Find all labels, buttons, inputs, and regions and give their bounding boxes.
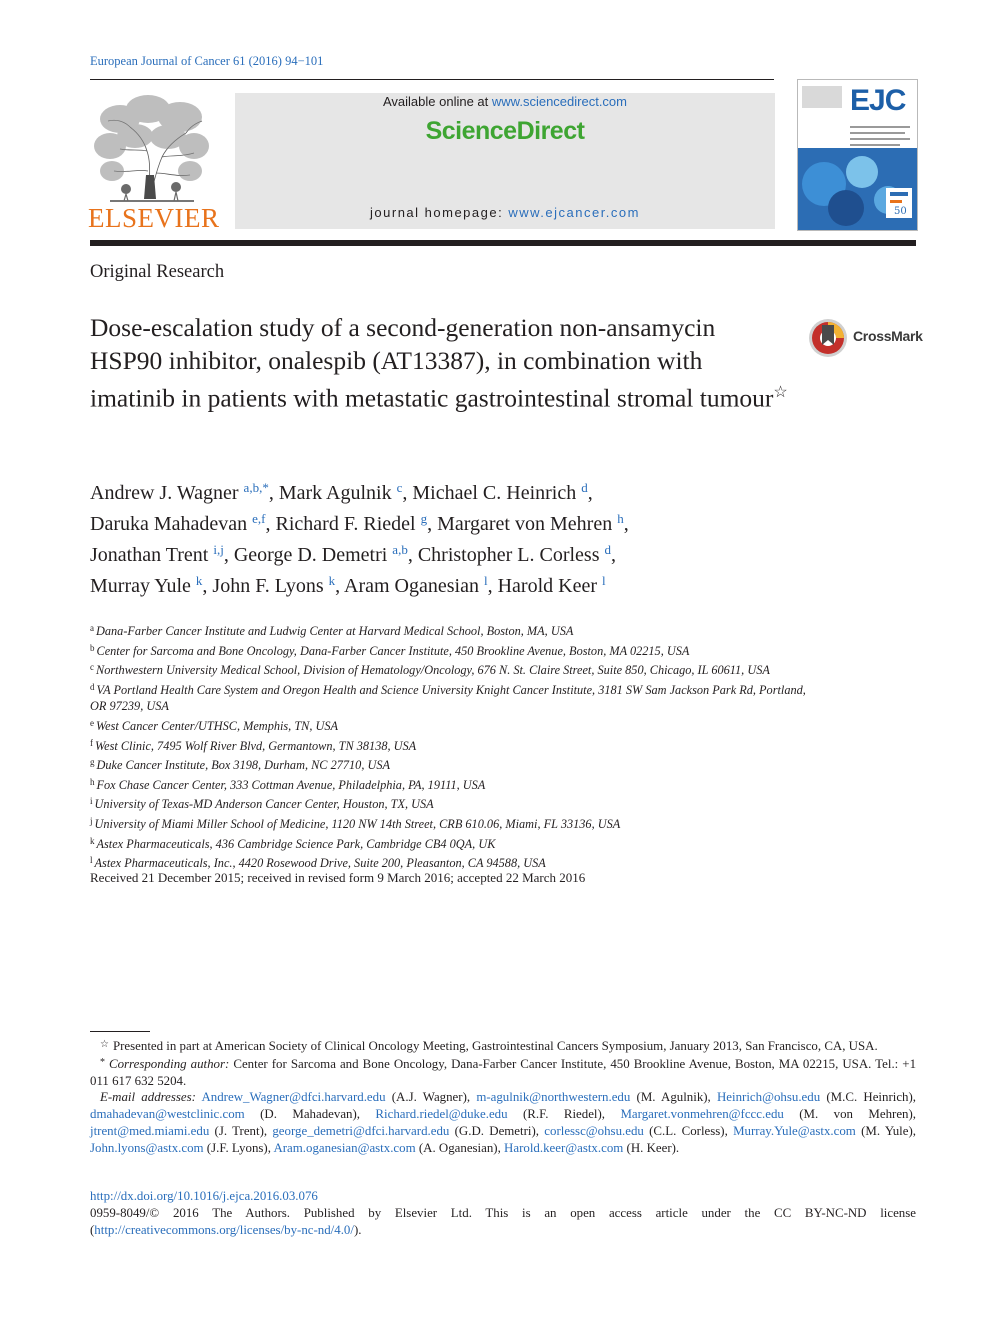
author-name: Michael C. Heinrich xyxy=(412,482,577,504)
author-name: Harold Keer xyxy=(497,575,597,597)
author-affiliation-sup[interactable]: a,b,* xyxy=(243,480,269,495)
affiliation-label: a xyxy=(90,623,94,633)
email-owner: (J. Trent), xyxy=(209,1123,273,1138)
presentation-footnote: ☆ Presented in part at American Society of Clinical Oncology Meeting, Gastrointestinal Cancers Symposium, January 2013, San Francisco, CA, USA. xyxy=(100,1039,878,1053)
author-affiliation-sup[interactable]: h xyxy=(617,511,624,526)
affiliation-item xyxy=(90,659,810,679)
footnote-rule xyxy=(90,1031,150,1032)
elsevier-wordmark: ELSEVIER xyxy=(88,203,220,233)
email-link[interactable]: george_demetri@dfci.harvard.edu xyxy=(272,1123,450,1138)
email-owner: (A. Oganesian), xyxy=(415,1140,505,1155)
doi-link[interactable]: http://dx.doi.org/10.1016/j.ejca.2016.03.076 xyxy=(90,1189,318,1203)
author-separator: , xyxy=(335,575,345,597)
affiliation-text: Fox Chase Cancer Center, 333 Cottman Avenue, Philadelphia, PA, 19111, USA xyxy=(96,777,486,792)
affiliation-text: West Cancer Center/UTHSC, Memphis, TN, USA xyxy=(96,718,339,733)
affiliation-label: c xyxy=(90,662,94,673)
email-link[interactable]: Murray.Yule@astx.com xyxy=(733,1123,856,1138)
affiliation-text: Center for Sarcoma and Bone Oncology, Dana-Farber Cancer Institute, 450 Brookline Avenue, Boston, MA 02215, USA xyxy=(96,643,690,658)
affiliation-item xyxy=(90,640,810,660)
license-link[interactable]: http://creativecommons.org/licenses/by-nc-nd/4.0/ xyxy=(94,1222,354,1237)
article-type: Original Research xyxy=(90,262,225,282)
author-name: Margaret von Mehren xyxy=(437,513,613,535)
author-affiliation-sup[interactable]: c xyxy=(396,480,403,495)
author-name: Andrew J. Wagner xyxy=(90,482,239,504)
affiliation-item xyxy=(90,715,810,735)
email-link[interactable]: Aram.oganesian@astx.com xyxy=(273,1140,416,1155)
email-link[interactable]: Heinrich@ohsu.edu xyxy=(717,1090,821,1105)
cover-title: EJC xyxy=(850,84,906,117)
author-name: Jonathan Trent xyxy=(90,544,209,566)
corresponding-author-footnote: * Corresponding author: Center for Sarcoma and Bone Oncology, Dana-Farber Cancer Institute, 450 Brookline Avenue, Boston, MA 02215, USA. Tel.: +1 011 617 632 5204. xyxy=(90,1056,917,1088)
author-affiliation-sup[interactable]: i,j xyxy=(213,542,224,557)
email-owner: (M.C. Heinrich), xyxy=(820,1090,917,1105)
author-list xyxy=(90,475,910,599)
affiliation-label: b xyxy=(90,642,95,653)
author-separator: , xyxy=(623,513,629,535)
affiliation-label: e xyxy=(90,717,94,728)
author-name: Daruka Mahadevan xyxy=(90,513,248,535)
affiliation-text: VA Portland Health Care System and Oregon Health and Science University Knight Cancer Institute, 3181 SW Sam Jackson Park Rd, Portland, OR 97239, USA xyxy=(90,682,806,714)
affiliation-item xyxy=(90,774,810,794)
journal-homepage-link[interactable]: www.ejcancer.com xyxy=(508,205,640,220)
crossmark-label: CrossMark xyxy=(853,328,923,344)
author-separator: , xyxy=(427,513,438,535)
crossmark-badge[interactable] xyxy=(808,315,923,361)
email-link[interactable]: Richard.riedel@duke.edu xyxy=(375,1107,508,1122)
author-affiliation-sup[interactable]: k xyxy=(328,573,336,588)
author-affiliation-sup[interactable]: g xyxy=(420,511,428,526)
affiliation-item xyxy=(90,852,810,872)
affiliation-item xyxy=(90,813,810,833)
author-separator: , xyxy=(223,544,234,566)
title-footnote-mark[interactable]: ☆ xyxy=(773,384,788,402)
author-separator: , xyxy=(265,513,276,535)
email-link[interactable]: Margaret.vonmehren@fccc.edu xyxy=(620,1107,784,1122)
author-name: Richard F. Riedel xyxy=(275,513,416,535)
affiliation-label: j xyxy=(90,815,93,826)
email-link[interactable]: corlessc@ohsu.edu xyxy=(544,1123,644,1138)
affiliation-label: i xyxy=(90,796,93,807)
email-link[interactable]: m-agulnik@northwestern.edu xyxy=(476,1090,631,1105)
journal-cover-thumbnail xyxy=(797,79,918,231)
sciencedirect-banner xyxy=(235,93,775,229)
email-owner: (M. Yule), xyxy=(855,1123,916,1138)
author-name: Murray Yule xyxy=(90,575,191,597)
email-owner: (D. Mahadevan), xyxy=(244,1107,376,1122)
affiliation-label: k xyxy=(90,835,95,846)
available-online: Available online at www.sciencedirect.com xyxy=(382,94,627,109)
article-title: Dose-escalation study of a second-generation non-ansamycin HSP90 inhibitor, onalespib (AT13387), in combination with imatinib in patients with metastatic gastrointestinal stromal tumour☆ xyxy=(90,313,788,413)
affiliation-item xyxy=(90,735,810,755)
affiliation-text: Astex Pharmaceuticals, 436 Cambridge Science Park, Cambridge CB4 0QA, UK xyxy=(96,836,496,851)
email-owner: (H. Keer). xyxy=(623,1140,680,1155)
affiliation-item xyxy=(90,754,810,774)
affiliation-text: Dana-Farber Cancer Institute and Ludwig Center at Harvard Medical School, Boston, MA, USA xyxy=(96,624,574,638)
author-affiliation-sup[interactable]: k xyxy=(195,573,203,588)
author-name: Mark Agulnik xyxy=(278,482,392,504)
affiliation-text: University of Miami Miller School of Medicine, 1120 NW 14th Street, CRB 610.06, Miami, FL 33136, USA xyxy=(94,816,621,831)
author-separator: , xyxy=(587,482,593,504)
email-link[interactable]: dmahadevan@westclinic.com xyxy=(90,1107,245,1122)
affiliation-text: Northwestern University Medical School, Division of Hematology/Oncology, 676 N. St. Claire Street, Suite 850, Chicago, IL 60611, USA xyxy=(96,663,770,678)
doi-license-block xyxy=(90,1188,916,1238)
author-separator: , xyxy=(610,544,616,566)
author-separator: , xyxy=(268,482,279,504)
email-footnote: E-mail addresses: Andrew_Wagner@dfci.harvard.edu (A.J. Wagner), m-agulnik@northwestern.edu (M. Agulnik), Heinrich@ohsu.edu (M.C. Heinrich), dmahadevan@westclinic.com (D. Mahadevan), Richard.riedel@duke.edu (R.F. Riedel), Margaret.vonmehren@fccc.edu (M. von Mehren), jtrent@med.miami.edu (J. Trent), george_demetri@dfci.harvard.edu (G.D. Demetri), corlessc@ohsu.edu (C.L. Corless), Murray.Yule@astx.com (M. Yule), John.lyons@astx.com (J.F. Lyons), Aram.oganesian@astx.com (A. Oganesian), Harold.keer@astx.com (H. Keer). xyxy=(90,1090,917,1155)
affiliation-text: University of Texas-MD Anderson Cancer Center, Houston, TX, USA xyxy=(94,797,434,812)
header-rule-top xyxy=(90,79,774,80)
affiliation-item xyxy=(90,833,810,853)
sciencedirect-logo: ScienceDirect xyxy=(425,117,585,145)
email-owner: (J.F. Lyons), xyxy=(203,1140,274,1155)
footnotes xyxy=(90,1037,916,1157)
svg-text:50: 50 xyxy=(894,206,907,217)
affiliation-text: West Clinic, 7495 Wolf River Blvd, Germantown, TN 38138, USA xyxy=(95,738,417,753)
author-affiliation-sup[interactable]: d xyxy=(604,542,611,557)
affiliation-item xyxy=(90,793,810,813)
author-name: Christopher L. Corless xyxy=(417,544,600,566)
received-dates: Received 21 December 2015; received in revised form 9 March 2016; accepted 22 March 2016 xyxy=(90,870,586,885)
email-owner: (G.D. Demetri), xyxy=(449,1123,545,1138)
email-link[interactable]: jtrent@med.miami.edu xyxy=(90,1123,210,1138)
affiliation-item xyxy=(90,620,810,640)
license-statement: 0959-8049/© 2016 The Authors. Published by Elsevier Ltd. This is an open access article under the CC BY-NC-ND license (http://creativecommons.org/licenses/by-nc-nd/4.0/). xyxy=(90,1205,916,1237)
author-separator: , xyxy=(402,482,413,504)
author-name: John F. Lyons xyxy=(212,575,324,597)
author-affiliation-sup[interactable]: e,f xyxy=(252,511,266,526)
email-owner: (C.L. Corless), xyxy=(643,1123,734,1138)
affiliation-text: Duke Cancer Institute, Box 3198, Durham, NC 27710, USA xyxy=(96,758,391,773)
author-affiliation-sup[interactable]: a,b xyxy=(392,542,408,557)
email-owner: (M. Agulnik), xyxy=(630,1090,717,1105)
affiliation-label: f xyxy=(90,737,93,748)
affiliation-label: l xyxy=(90,855,93,866)
author-separator: , xyxy=(407,544,418,566)
crossmark-icon xyxy=(808,317,848,359)
author-separator: , xyxy=(202,575,213,597)
affiliation-list xyxy=(90,620,810,872)
author-name: George D. Demetri xyxy=(233,544,388,566)
author-separator: , xyxy=(487,575,498,597)
email-link[interactable]: Andrew_Wagner@dfci.harvard.edu xyxy=(201,1090,386,1105)
author-name: Aram Oganesian xyxy=(344,575,479,597)
author-affiliation-sup[interactable]: d xyxy=(581,480,588,495)
sciencedirect-link[interactable]: www.sciencedirect.com xyxy=(491,94,627,109)
email-owner: (A.J. Wagner), xyxy=(385,1090,477,1105)
email-owner: (M. von Mehren), xyxy=(783,1107,917,1122)
affiliation-text: Astex Pharmaceuticals, Inc., 4420 Rosewood Drive, Suite 200, Pleasanton, CA 94588, USA xyxy=(94,856,546,871)
affiliation-item xyxy=(90,679,810,715)
affiliation-label: d xyxy=(90,681,95,692)
journal-reference[interactable]: European Journal of Cancer 61 (2016) 94−101 xyxy=(90,54,324,68)
header-rule-bottom xyxy=(90,240,916,246)
email-link[interactable]: John.lyons@astx.com xyxy=(90,1140,204,1155)
journal-homepage: journal homepage: www.ejcancer.com xyxy=(370,205,640,220)
author-affiliation-sup[interactable]: l xyxy=(483,573,488,588)
email-owner: (R.F. Riedel), xyxy=(507,1107,621,1122)
email-link[interactable]: Harold.keer@astx.com xyxy=(504,1140,624,1155)
author-affiliation-sup[interactable]: l xyxy=(602,573,606,588)
affiliation-label: h xyxy=(90,776,95,787)
affiliation-label: g xyxy=(90,757,95,768)
